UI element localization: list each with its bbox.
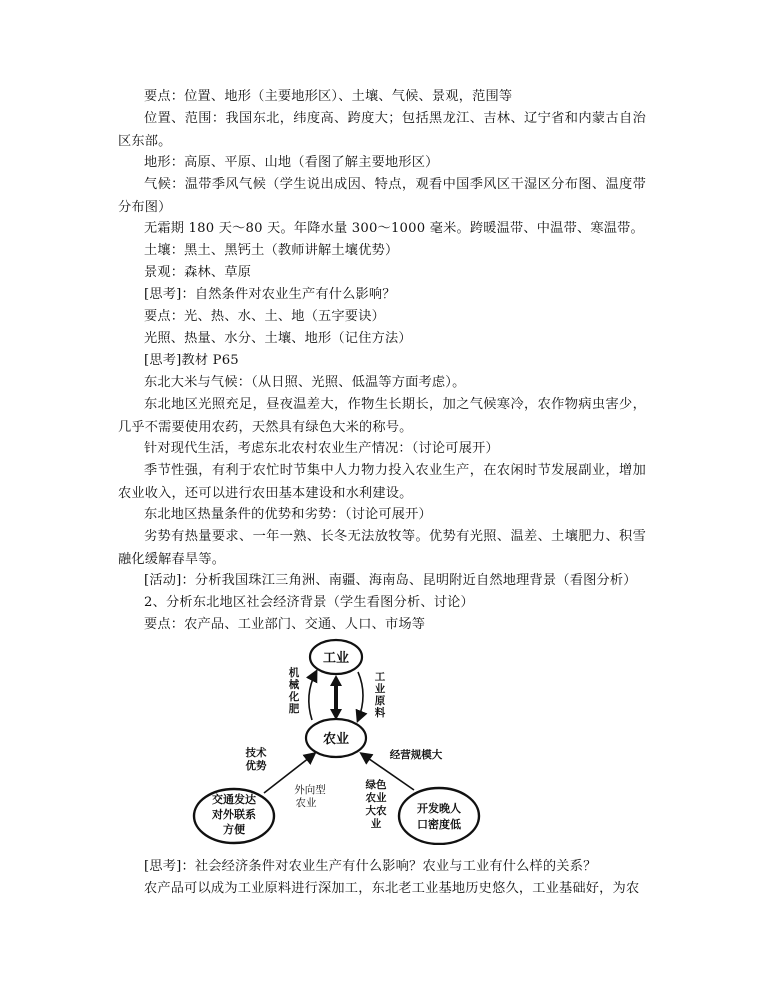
paragraph: [思考]：社会经济条件对农业生产有什么影响？农业与工业有什么样的关系？: [144, 859, 597, 874]
green-label-line: 绿色: [365, 779, 387, 791]
paragraph: 东北大米与气候：（从日照、光照、低温等方面考虑）。: [144, 375, 466, 390]
raw-material-label-char: 原: [374, 695, 386, 707]
paragraph: 农产品可以成为工业原料进行深加工，东北老工业基地历史悠久，工业基础好，为农: [144, 881, 640, 896]
paragraph: [活动]：分析我国珠江三角洲、南疆、海南岛、昆明附近自然地理背景（看图分析）: [144, 573, 637, 588]
machinery-label-char: 机: [288, 667, 300, 679]
machinery-label-char: 肥: [288, 703, 300, 715]
transport-label-line: 对外联系: [212, 808, 256, 821]
green-label-line: 业: [370, 818, 382, 830]
development-label-line: 开发晚人: [417, 802, 461, 815]
tech-label-line: 技术: [245, 747, 267, 759]
raw-material-label-char: 业: [374, 683, 386, 695]
paragraph: [思考]教材 P65: [144, 353, 239, 368]
scale-label: 经营规模大: [389, 749, 443, 761]
tech-label-line: 优势: [245, 760, 267, 772]
paragraph: 2、分析东北地区社会经济背景（学生看图分析、讨论）: [144, 595, 474, 610]
paragraph: 东北地区光照充足，昼夜温差大，作物生长期长，加之气候寒冷，农作物病虫害少，几乎不需要使用农药，天然具有绿色大米的称号。: [118, 397, 646, 435]
paragraph: 土壤：黑土、黑钙土（教师讲解土壤优势）: [144, 243, 399, 258]
paragraph: 地形：高原、平原、山地（看图了解主要地形区）: [144, 155, 439, 170]
paragraph: 东北地区热量条件的优势和劣势：（讨论可展开）: [144, 507, 432, 522]
paragraph: 要点：光、热、水、土、地（五字要诀）: [144, 309, 385, 324]
paragraph: 要点：农产品、工业部门、交通、人口、市场等: [144, 617, 426, 632]
paragraph: 无霜期 180 天～80 天。年降水量 300～1000 毫米。跨暖温带、中温带、寒温带。: [144, 221, 644, 236]
machinery-arrow: [309, 672, 316, 720]
paragraph: 气候：温带季风气候（学生说出成因、特点，观看中国季风区干湿区分布图、温度带分布图）: [118, 177, 646, 215]
transport-label-line: 方便: [223, 823, 245, 836]
paragraph: [思考]：自然条件对农业生产有什么影响？: [144, 287, 396, 302]
export-label-line: 外向型: [294, 784, 326, 796]
green-label-line: 大农: [365, 805, 387, 817]
raw-material-label-char: 料: [374, 707, 386, 719]
agriculture-label: 农业: [322, 732, 350, 747]
industry-label: 工业: [322, 651, 350, 666]
green-label-line: 农业: [365, 792, 387, 804]
development-label-line: 口密度低: [417, 818, 461, 831]
economy-diagram: [186, 630, 606, 845]
machinery-label-char: 化: [288, 691, 300, 703]
paragraph: 位置、范围：我国东北，纬度高、跨度大；包括黑龙江、吉林、辽宁省和内蒙古自治区东部。: [118, 111, 646, 149]
paragraph: 劣势有热量要求、一年一熟、长冬无法放牧等。优势有光照、温差、土壤肥力、积雪融化缓解春旱等。: [118, 529, 646, 567]
machinery-label-char: 械: [288, 679, 300, 691]
transport-label-line: 交通发达: [212, 793, 256, 806]
paragraph: 针对现代生活，考虑东北农村农业生产情况：（讨论可展开）: [144, 441, 499, 456]
raw-material-label-char: 工: [374, 671, 386, 683]
export-label-line: 农业: [295, 797, 317, 809]
paragraph: 季节性强，有利于农忙时节集中人力物力投入农业生产，在农闲时节发展副业，增加农业收入，还可以进行农田基本建设和水利建设。: [118, 463, 646, 501]
raw-material-arrow: [358, 672, 363, 720]
paragraph: 要点：位置、地形（主要地形区）、土壤、气候、景观，范围等: [144, 89, 513, 104]
development-node: [399, 788, 479, 844]
paragraph: 光照、热量、水分、土壤、地形（记住方法）: [144, 331, 412, 346]
paragraph: 景观：森林、草原: [144, 265, 252, 280]
